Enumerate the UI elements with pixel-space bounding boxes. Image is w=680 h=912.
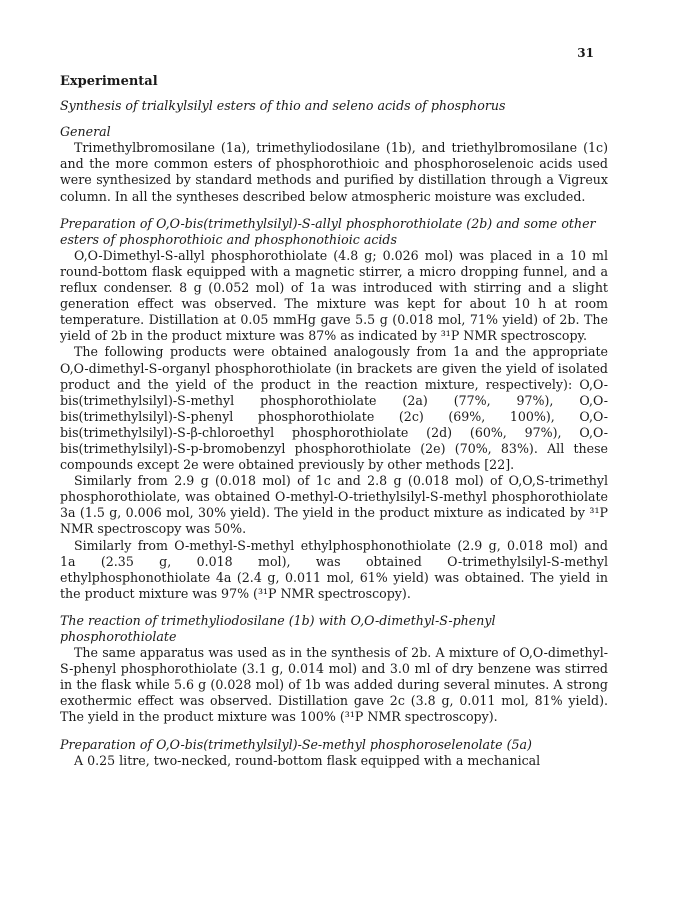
- paragraph: A 0.25 litre, two-necked, round-bottom flask equipped with a mechanical: [74, 752, 541, 768]
- paragraph: Trimethylbromosilane (1a), trimethyliodosilane (1b), and triethylbromosilane (1c) and the more common esters of phosphorothioic and phosphoroselenoic acids used were synthesized by standard methods and purified by distillation through a Vigreux column. In all the syntheses described below atmospheric moisture was excluded.: [60, 140, 608, 204]
- section-preparation-5a: [60, 737, 608, 769]
- paragraph: The same apparatus was used as in the synthesis of 2b. A mixture of O,O-dimethyl-S-phenyl phosphorothiolate (3.1 g, 0.014 mol) and 3.0 ml of dry benzene was stirred in the flask while 5.6 g (0.028 mol) of 1b was added during several minutes. A strong exothermic effect was observed. Distillation gave 2c (3.8 g, 0.011 mol, 81% yield). The yield in the product mixture was 100% (³¹P NMR spectroscopy).: [60, 645, 608, 725]
- subsection-title: The reaction of trimethyliodosilane (1b) with O,O-dimethyl-S-phenyl phosphorothiolate: [60, 612, 496, 644]
- subsection-title: Preparation of O,O-bis(trimethylsilyl)-S-allyl phosphorothiolate (2b) and some other esters of phosphorothioic and phosphonothioic acids: [60, 215, 596, 247]
- paragraph: Similarly from O-methyl-S-methyl ethylphosphonothiolate (2.9 g, 0.018 mol) and 1a (2.35 g, 0.018 mol), was obtained O-trimethylsilyl-S-methyl ethylphosphonothiolate 4a (2.4 g, 0.011 mol, 61% yield) was obtained. The yield in the product mixture was 97% (³¹P NMR spectroscopy).: [60, 537, 608, 601]
- section-heading: Experimental: [60, 74, 158, 89]
- subsection-title: Preparation of O,O-bis(trimethylsilyl)-Se-methyl phosphoroselenolate (5a): [60, 736, 532, 752]
- paragraph: O,O-Dimethyl-S-allyl phosphorothiolate (4.8 g; 0.026 mol) was placed in a 10 ml round-bottom flask equipped with a magnetic stirrer, a micro dropping funnel, and a reflux condenser. 8 g (0.052 mol) of 1a was introduced with stirring and a slight generation effect was observed. The mixture was kept for about 10 h at room temperature. Distillation at 0.05 mmHg gave 5.5 g (0.018 mol, 71% yield) of 2b. The yield of 2b in the product mixture was 87% as indicated by ³¹P NMR spectroscopy.: [60, 247, 608, 344]
- main-subheading: Synthesis of trialkylsilyl esters of thio and seleno acids of phosphorus: [60, 98, 506, 114]
- section-reaction-1b: [60, 613, 608, 726]
- article-body: [60, 74, 608, 780]
- section-preparation-2b: [60, 216, 608, 602]
- page-number: 31: [577, 46, 594, 60]
- paragraph: Similarly from 2.9 g (0.018 mol) of 1c and 2.8 g (0.018 mol) of O,O,S-trimethyl phosphorothiolate, was obtained O-methyl-O-triethylsilyl-S-methyl phosphorothiolate 3a (1.5 g, 0.006 mol, 30% yield). The yield in the product mixture as indicated by ³¹P NMR spectroscopy was 50%.: [60, 473, 608, 537]
- paragraph: The following products were obtained analogously from 1a and the appropriate O,O-dimethyl-S-organyl phosphorothiolate (in brackets are given the yield of isolated product and the yield of the product in the reaction mixture, respectively): O,O-bis(trimethylsilyl)-S-methyl phosphorothiolate (2a) (77%, 97%), O,O-bis(trimethylsilyl)-S-phenyl phosphorothiolate (2c) (69%, 100%), O,O-bis(trimethylsilyl)-S-β-chloroethyl phosphorothiolate (2d) (60%, 97%), O,O-bis(trimethylsilyl)-S-p-bromobenzyl phosphorothiolate (2e) (70%, 83%). All these compounds except 2e were obtained previously by other methods [22].: [60, 344, 608, 473]
- subsection-title: General: [60, 124, 111, 140]
- section-general: [60, 124, 608, 204]
